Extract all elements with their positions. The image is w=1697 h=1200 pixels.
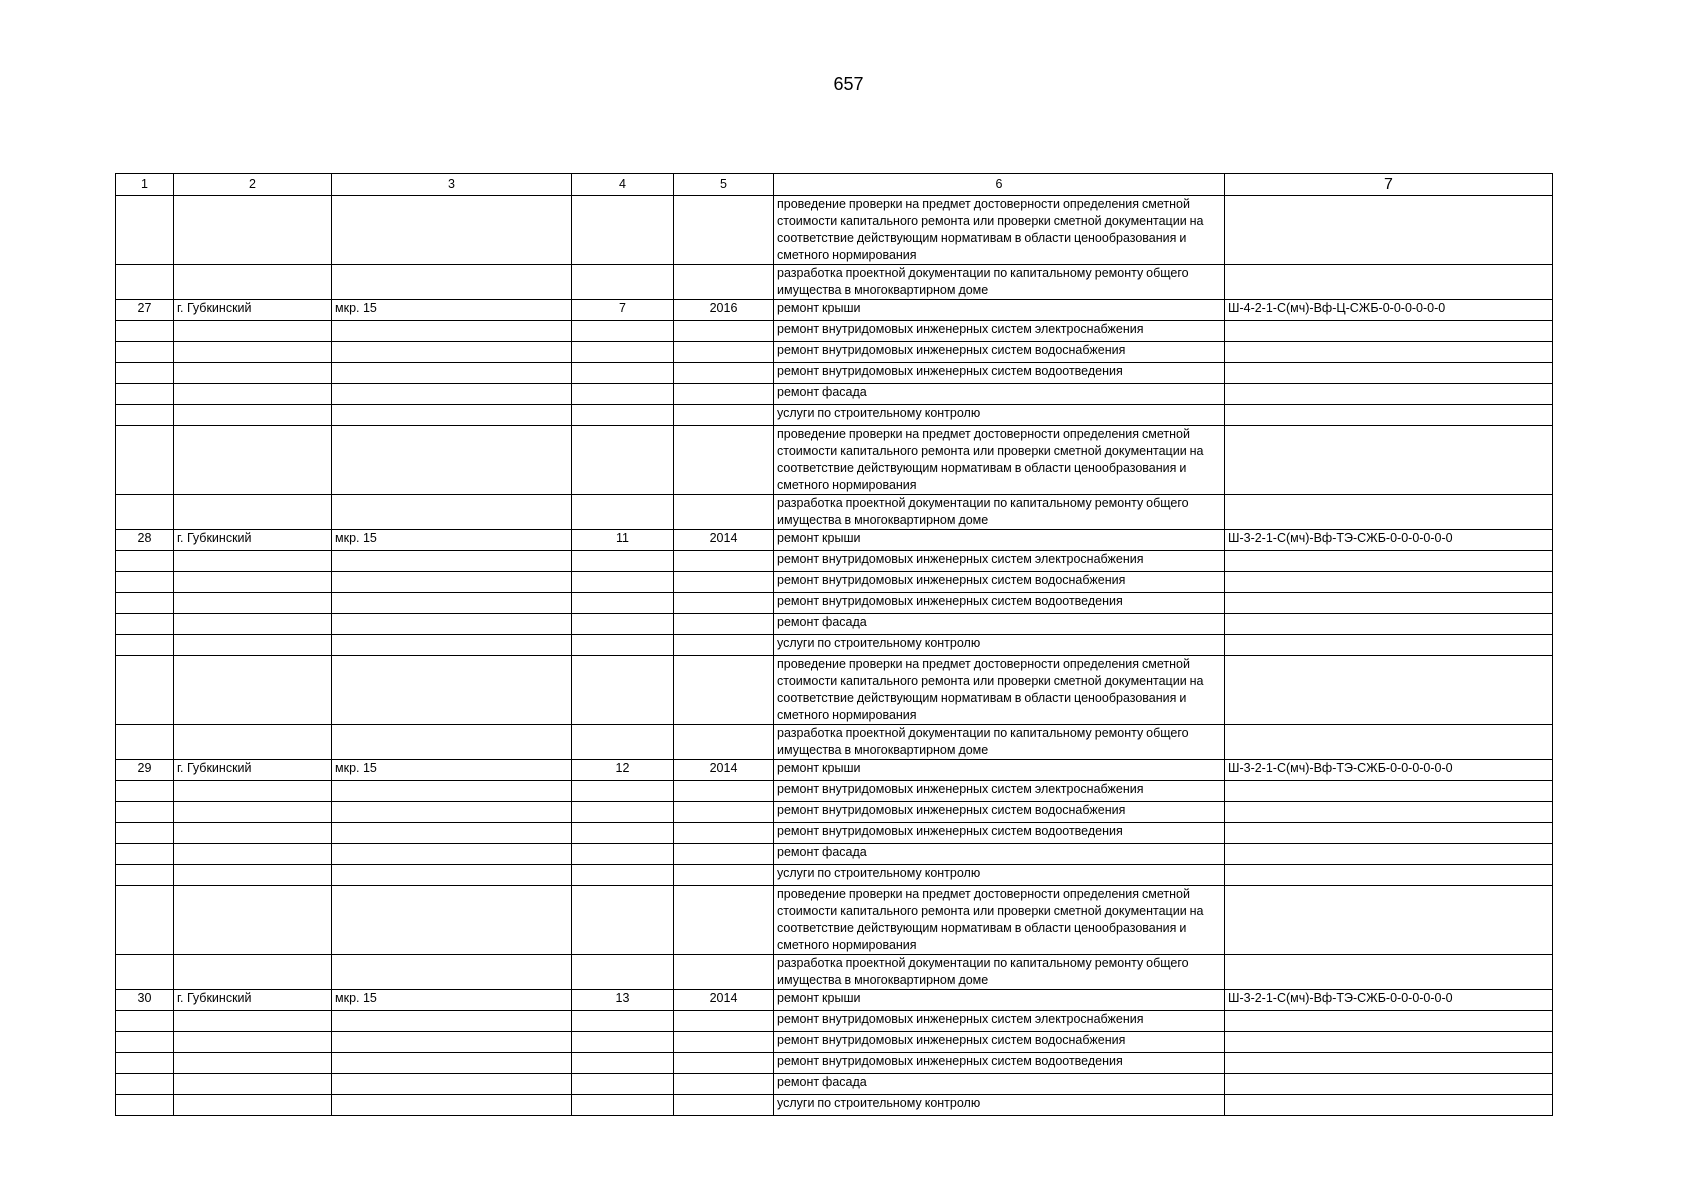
table-row [116,1032,1553,1053]
code-cell [1225,495,1553,530]
city-cell [174,844,332,865]
work-type-cell: ремонт внутридомовых инженерных систем водоснабжения [774,1032,1225,1053]
address-cell [332,1053,572,1074]
work-type-cell: ремонт внутридомовых инженерных систем водоотведения [774,363,1225,384]
house-number-cell [572,363,674,384]
row-number-cell [116,1011,174,1032]
year-cell [674,405,774,426]
house-number-cell [572,495,674,530]
city-cell [174,955,332,990]
row-number-cell: 27 [116,300,174,321]
address-cell [332,1011,572,1032]
row-number-cell [116,656,174,725]
code-cell: Ш-3-2-1-С(мч)-Вф-ТЭ-СЖБ-0-0-0-0-0-0 [1225,990,1553,1011]
work-type-cell: ремонт внутридомовых инженерных систем электроснабжения [774,551,1225,572]
city-cell [174,551,332,572]
house-number-cell [572,384,674,405]
code-cell: Ш-3-2-1-С(мч)-Вф-ТЭ-СЖБ-0-0-0-0-0-0 [1225,530,1553,551]
table-row [116,955,1553,990]
year-cell [674,656,774,725]
row-number-cell [116,955,174,990]
table-row [116,196,1553,265]
year-cell [674,551,774,572]
city-cell [174,656,332,725]
house-number-cell [572,781,674,802]
address-cell [332,551,572,572]
city-cell [174,342,332,363]
address-cell [332,844,572,865]
work-type-cell: ремонт внутридомовых инженерных систем водоотведения [774,823,1225,844]
table-row [116,990,1553,1011]
row-number-cell [116,196,174,265]
row-number-cell [116,265,174,300]
year-cell [674,802,774,823]
table-row [116,1053,1553,1074]
house-number-cell [572,725,674,760]
city-cell [174,865,332,886]
row-number-cell [116,363,174,384]
address-cell [332,635,572,656]
table-row [116,593,1553,614]
code-cell [1225,802,1553,823]
address-cell [332,265,572,300]
city-cell: г. Губкинский [174,990,332,1011]
house-number-cell [572,1011,674,1032]
row-number-cell [116,802,174,823]
year-cell [674,886,774,955]
table-row [116,265,1553,300]
work-type-cell: ремонт внутридомовых инженерных систем водоотведения [774,593,1225,614]
table-row [116,551,1553,572]
row-number-cell: 28 [116,530,174,551]
code-cell [1225,1011,1553,1032]
row-number-cell [116,593,174,614]
work-type-cell: ремонт внутридомовых инженерных систем водоснабжения [774,802,1225,823]
city-cell [174,823,332,844]
year-cell: 2014 [674,760,774,781]
row-number-cell [116,426,174,495]
house-number-cell [572,321,674,342]
table-row [116,802,1553,823]
work-type-cell: разработка проектной документации по капитальному ремонту общего имущества в многоквартирном доме [774,725,1225,760]
year-cell [674,865,774,886]
code-cell [1225,865,1553,886]
code-cell [1225,405,1553,426]
work-type-cell: разработка проектной документации по капитальному ремонту общего имущества в многоквартирном доме [774,495,1225,530]
address-cell [332,363,572,384]
house-number-cell [572,802,674,823]
city-cell [174,1011,332,1032]
column-header: 5 [674,174,774,196]
house-number-cell [572,196,674,265]
table-row [116,495,1553,530]
address-cell [332,572,572,593]
column-header: 3 [332,174,572,196]
code-cell [1225,1095,1553,1116]
row-number-cell [116,551,174,572]
house-number-cell: 12 [572,760,674,781]
row-number-cell [116,1074,174,1095]
code-cell [1225,593,1553,614]
work-type-cell: ремонт фасада [774,384,1225,405]
row-number-cell [116,635,174,656]
city-cell: г. Губкинский [174,300,332,321]
address-cell [332,384,572,405]
address-cell [332,955,572,990]
house-number-cell [572,551,674,572]
house-number-cell [572,865,674,886]
work-type-cell: ремонт фасада [774,1074,1225,1095]
code-cell: Ш-4-2-1-С(мч)-Вф-Ц-СЖБ-0-0-0-0-0-0 [1225,300,1553,321]
house-number-cell: 11 [572,530,674,551]
work-type-cell: проведение проверки на предмет достоверности определения сметной стоимости капитального ремонта или проверки сметной документации на соответствие действующим нормативам в области ценообразования и сметного нормирования [774,196,1225,265]
address-cell: мкр. 15 [332,530,572,551]
column-header: 1 [116,174,174,196]
table-body [116,196,1553,1116]
house-number-cell [572,265,674,300]
table-row [116,865,1553,886]
row-number-cell [116,886,174,955]
code-cell [1225,1074,1553,1095]
city-cell [174,384,332,405]
work-type-cell: ремонт крыши [774,530,1225,551]
house-number-cell [572,572,674,593]
address-cell [332,321,572,342]
city-cell [174,1032,332,1053]
city-cell: г. Губкинский [174,760,332,781]
code-cell [1225,886,1553,955]
city-cell [174,321,332,342]
code-cell [1225,781,1553,802]
work-type-cell: ремонт крыши [774,990,1225,1011]
house-number-cell [572,955,674,990]
row-number-cell [116,844,174,865]
work-type-cell: проведение проверки на предмет достоверности определения сметной стоимости капитального ремонта или проверки сметной документации на соответствие действующим нормативам в области ценообразования и сметного нормирования [774,656,1225,725]
table-header-row [116,174,1553,196]
table-row [116,844,1553,865]
year-cell [674,614,774,635]
table-row [116,760,1553,781]
code-cell [1225,725,1553,760]
table-row [116,426,1553,495]
city-cell [174,495,332,530]
row-number-cell [116,781,174,802]
house-number-cell: 7 [572,300,674,321]
house-number-cell [572,886,674,955]
code-cell [1225,823,1553,844]
address-cell [332,1074,572,1095]
column-header: 6 [774,174,1225,196]
row-number-cell [116,342,174,363]
work-type-cell: разработка проектной документации по капитальному ремонту общего имущества в многоквартирном доме [774,955,1225,990]
code-cell [1225,1053,1553,1074]
work-type-cell: ремонт внутридомовых инженерных систем водоотведения [774,1053,1225,1074]
table-row [116,1011,1553,1032]
work-type-cell: проведение проверки на предмет достоверности определения сметной стоимости капитального ремонта или проверки сметной документации на соответствие действующим нормативам в области ценообразования и сметного нормирования [774,886,1225,955]
row-number-cell [116,725,174,760]
row-number-cell: 30 [116,990,174,1011]
row-number-cell [116,572,174,593]
code-cell [1225,363,1553,384]
year-cell [674,1011,774,1032]
table-row [116,363,1553,384]
table-row [116,321,1553,342]
table-row [116,530,1553,551]
year-cell [674,955,774,990]
code-cell [1225,614,1553,635]
code-cell [1225,656,1553,725]
repair-works-table [115,173,1553,1116]
row-number-cell [116,405,174,426]
city-cell [174,572,332,593]
year-cell [674,363,774,384]
year-cell: 2014 [674,990,774,1011]
row-number-cell [116,1032,174,1053]
row-number-cell [116,823,174,844]
city-cell [174,593,332,614]
city-cell [174,363,332,384]
house-number-cell [572,1074,674,1095]
row-number-cell [116,495,174,530]
table-row [116,1074,1553,1095]
table-row [116,342,1553,363]
row-number-cell [116,321,174,342]
code-cell [1225,426,1553,495]
table-row [116,725,1553,760]
house-number-cell [572,1032,674,1053]
city-cell [174,725,332,760]
year-cell [674,1053,774,1074]
year-cell [674,1032,774,1053]
year-cell: 2016 [674,300,774,321]
house-number-cell: 13 [572,990,674,1011]
year-cell [674,384,774,405]
city-cell [174,781,332,802]
city-cell [174,426,332,495]
address-cell [332,802,572,823]
address-cell [332,886,572,955]
code-cell [1225,572,1553,593]
address-cell [332,495,572,530]
year-cell [674,823,774,844]
house-number-cell [572,593,674,614]
year-cell [674,342,774,363]
year-cell [674,781,774,802]
city-cell [174,1053,332,1074]
table-row [116,886,1553,955]
house-number-cell [572,342,674,363]
year-cell [674,844,774,865]
table-row [116,384,1553,405]
year-cell [674,265,774,300]
work-type-cell: ремонт внутридомовых инженерных систем электроснабжения [774,1011,1225,1032]
row-number-cell [116,865,174,886]
work-type-cell: ремонт внутридомовых инженерных систем электроснабжения [774,321,1225,342]
table-row [116,656,1553,725]
work-type-cell: ремонт внутридомовых инженерных систем электроснабжения [774,781,1225,802]
year-cell [674,495,774,530]
address-cell [332,426,572,495]
row-number-cell [116,1095,174,1116]
city-cell [174,1095,332,1116]
city-cell [174,886,332,955]
table-row [116,823,1553,844]
row-number-cell [116,614,174,635]
address-cell [332,1095,572,1116]
code-cell [1225,844,1553,865]
work-type-cell: ремонт крыши [774,300,1225,321]
table-row [116,300,1553,321]
year-cell [674,725,774,760]
address-cell [332,823,572,844]
year-cell [674,593,774,614]
year-cell [674,1074,774,1095]
city-cell [174,635,332,656]
city-cell [174,1074,332,1095]
address-cell [332,725,572,760]
code-cell [1225,955,1553,990]
table-row [116,781,1553,802]
row-number-cell [116,384,174,405]
code-cell [1225,384,1553,405]
table-row [116,1095,1553,1116]
work-type-cell: услуги по строительному контролю [774,405,1225,426]
year-cell [674,635,774,656]
address-cell: мкр. 15 [332,760,572,781]
table-row [116,572,1553,593]
code-cell [1225,551,1553,572]
house-number-cell [572,823,674,844]
address-cell [332,196,572,265]
house-number-cell [572,635,674,656]
work-type-cell: проведение проверки на предмет достоверности определения сметной стоимости капитального ремонта или проверки сметной документации на соответствие действующим нормативам в области ценообразования и сметного нормирования [774,426,1225,495]
house-number-cell [572,614,674,635]
code-cell [1225,635,1553,656]
table-row [116,405,1553,426]
year-cell [674,426,774,495]
table-row [116,635,1553,656]
work-type-cell: ремонт фасада [774,844,1225,865]
code-cell [1225,321,1553,342]
house-number-cell [572,1095,674,1116]
house-number-cell [572,405,674,426]
address-cell [332,405,572,426]
house-number-cell [572,844,674,865]
work-type-cell: ремонт фасада [774,614,1225,635]
code-cell [1225,265,1553,300]
column-header: 4 [572,174,674,196]
work-type-cell: услуги по строительному контролю [774,1095,1225,1116]
column-header: 2 [174,174,332,196]
code-cell [1225,1032,1553,1053]
page-number: 657 [833,74,864,94]
year-cell: 2014 [674,530,774,551]
house-number-cell [572,656,674,725]
address-cell [332,593,572,614]
row-number-cell: 29 [116,760,174,781]
table-row [116,614,1553,635]
city-cell [174,196,332,265]
column-header: 7 [1225,174,1553,196]
address-cell: мкр. 15 [332,300,572,321]
work-type-cell: услуги по строительному контролю [774,635,1225,656]
city-cell [174,265,332,300]
address-cell [332,865,572,886]
row-number-cell [116,1053,174,1074]
year-cell [674,196,774,265]
city-cell [174,614,332,635]
code-cell [1225,342,1553,363]
city-cell: г. Губкинский [174,530,332,551]
city-cell [174,802,332,823]
year-cell [674,572,774,593]
work-type-cell: ремонт внутридомовых инженерных систем водоснабжения [774,572,1225,593]
work-type-cell: разработка проектной документации по капитальному ремонту общего имущества в многоквартирном доме [774,265,1225,300]
address-cell: мкр. 15 [332,990,572,1011]
code-cell [1225,196,1553,265]
code-cell: Ш-3-2-1-С(мч)-Вф-ТЭ-СЖБ-0-0-0-0-0-0 [1225,760,1553,781]
work-type-cell: услуги по строительному контролю [774,865,1225,886]
address-cell [332,656,572,725]
year-cell [674,321,774,342]
work-type-cell: ремонт внутридомовых инженерных систем водоснабжения [774,342,1225,363]
city-cell [174,405,332,426]
year-cell [674,1095,774,1116]
address-cell [332,342,572,363]
address-cell [332,781,572,802]
address-cell [332,1032,572,1053]
work-type-cell: ремонт крыши [774,760,1225,781]
house-number-cell [572,426,674,495]
address-cell [332,614,572,635]
house-number-cell [572,1053,674,1074]
